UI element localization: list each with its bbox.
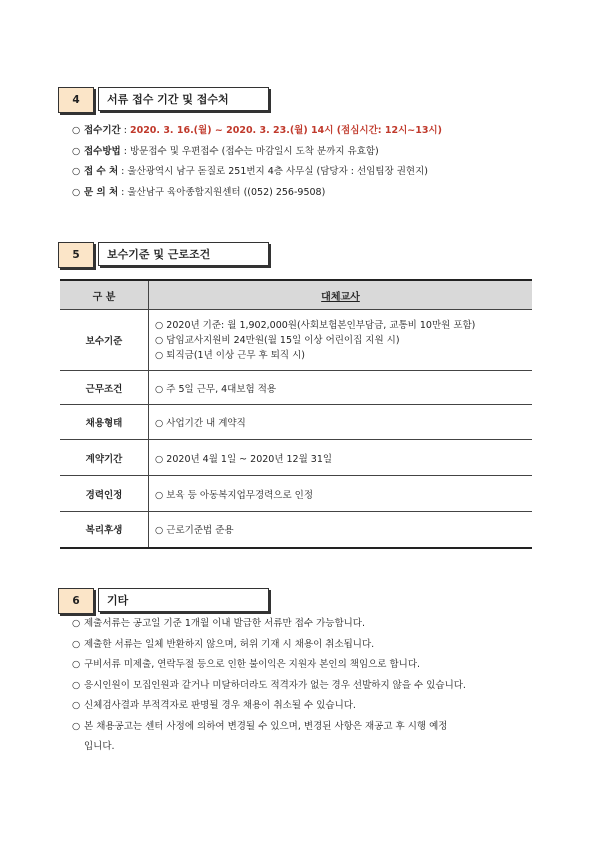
list-item-reception-method: ○ 접수방법 : 방문접수 및 우편접수 (접수는 마감일시 도착 분까지 유효함) bbox=[72, 142, 442, 163]
table-row bbox=[60, 405, 532, 440]
bullet-icon: ○ bbox=[72, 720, 81, 732]
list-item-reception-period: ○ 접수기간 : 2020. 3. 16.(월) ~ 2020. 3. 23.(월) 14시 (점심시간: 12시~13시) bbox=[72, 121, 442, 142]
list-item: ○ 응시인원이 모집인원과 같거나 미달하더라도 적격자가 없는 경우 선발하지 않을 수 있습니다. bbox=[72, 676, 466, 697]
bullet-icon: ○ bbox=[72, 638, 81, 650]
list-item: ○ 제출한 서류는 일체 반환하지 않으며, 허위 기재 시 채용이 취소됩니다. bbox=[72, 635, 466, 656]
list-item: ○ 신체검사결과 부적격자로 판명될 경우 채용이 취소될 수 있습니다. bbox=[72, 696, 466, 717]
reception-period-value: 2020. 3. 16.(월) ~ 2020. 3. 23.(월) 14시 (점심시간: 12시~13시) bbox=[129, 125, 442, 136]
list-item-reception-place: ○ 접 수 처 : 울산광역시 남구 돋질로 251번지 4층 사무실 (담당자 : 선임팀장 권현지) bbox=[72, 162, 442, 183]
column-header-category: 구 분 bbox=[60, 280, 149, 310]
row-value-salary: ○ 2020년 기준: 월 1,902,000원(사회보험본인부담금, 교통비 10만원 포함) ○ 담임교사지원비 24만원(월 15일 이상 어린이집 지원 시) ○ 퇴직금(1년 이상 근무 후 퇴직 시) bbox=[149, 310, 533, 371]
bullet-icon: ○ bbox=[72, 679, 81, 691]
list-item: ○ 본 채용공고는 센터 사정에 의하여 변경될 수 있으며, 변경된 사항은 재공고 후 시행 예정 bbox=[72, 717, 466, 738]
table-row bbox=[60, 371, 532, 405]
row-value-career-recognition: ○ 보육 등 아동복지업무경력으로 인정 bbox=[149, 476, 533, 512]
bullet-icon: ○ bbox=[72, 125, 81, 136]
table-row bbox=[60, 440, 532, 476]
list-item-contact: ○ 문 의 처 : 울산남구 육아종합지원센터 ((052) 256-9508) bbox=[72, 183, 442, 204]
row-value-contract-period: ○ 2020년 4월 1일 ~ 2020년 12월 31일 bbox=[149, 440, 533, 476]
pay-conditions-table bbox=[60, 279, 532, 549]
bullet-icon: ○ bbox=[72, 618, 81, 629]
section-4-title: 서류 접수 기간 및 접수처 bbox=[98, 87, 269, 111]
table-row bbox=[60, 310, 532, 371]
row-value-work-conditions: ○ 주 5일 근무, 4대보험 적용 bbox=[149, 371, 533, 405]
section-6-list bbox=[72, 614, 466, 758]
section-5-header bbox=[58, 242, 271, 268]
section-6-title: 기타 bbox=[98, 588, 269, 612]
table-header-row bbox=[60, 280, 532, 310]
list-item: ○ 구비서류 미제출, 연락두절 등으로 인한 불이익은 지원자 본인의 책임으로 합니다. bbox=[72, 655, 466, 676]
list-item-continuation: 입니다. bbox=[84, 741, 115, 752]
bullet-icon: ○ bbox=[72, 186, 81, 198]
bullet-icon: ○ bbox=[72, 166, 81, 177]
section-6-header bbox=[58, 588, 271, 614]
table-row bbox=[60, 512, 532, 548]
list-item: ○ 제출서류는 공고일 기준 1개월 이내 발급한 서류만 접수 가능합니다. bbox=[72, 614, 466, 635]
row-value-welfare: ○ 근로기준법 준용 bbox=[149, 512, 533, 548]
bullet-icon: ○ bbox=[72, 700, 81, 711]
row-key-welfare: 복리후생 bbox=[60, 512, 149, 548]
section-5-number: 5 bbox=[58, 242, 94, 268]
column-header-substitute-teacher: 대체교사 bbox=[149, 280, 533, 310]
section-4-header bbox=[58, 87, 271, 113]
table-row bbox=[60, 476, 532, 512]
bullet-icon: ○ bbox=[72, 145, 81, 157]
section-4-list bbox=[72, 121, 442, 203]
section-5-title: 보수기준 및 근로조건 bbox=[98, 242, 269, 266]
row-key-career-recognition: 경력인정 bbox=[60, 476, 149, 512]
row-key-contract-period: 계약기간 bbox=[60, 440, 149, 476]
row-key-employment-type: 채용형태 bbox=[60, 405, 149, 440]
row-value-employment-type: ○ 사업기간 내 계약직 bbox=[149, 405, 533, 440]
section-6-number: 6 bbox=[58, 588, 94, 614]
bullet-icon: ○ bbox=[72, 659, 81, 670]
section-4-number: 4 bbox=[58, 87, 94, 113]
row-key-salary: 보수기준 bbox=[60, 310, 149, 371]
row-key-work-conditions: 근무조건 bbox=[60, 371, 149, 405]
